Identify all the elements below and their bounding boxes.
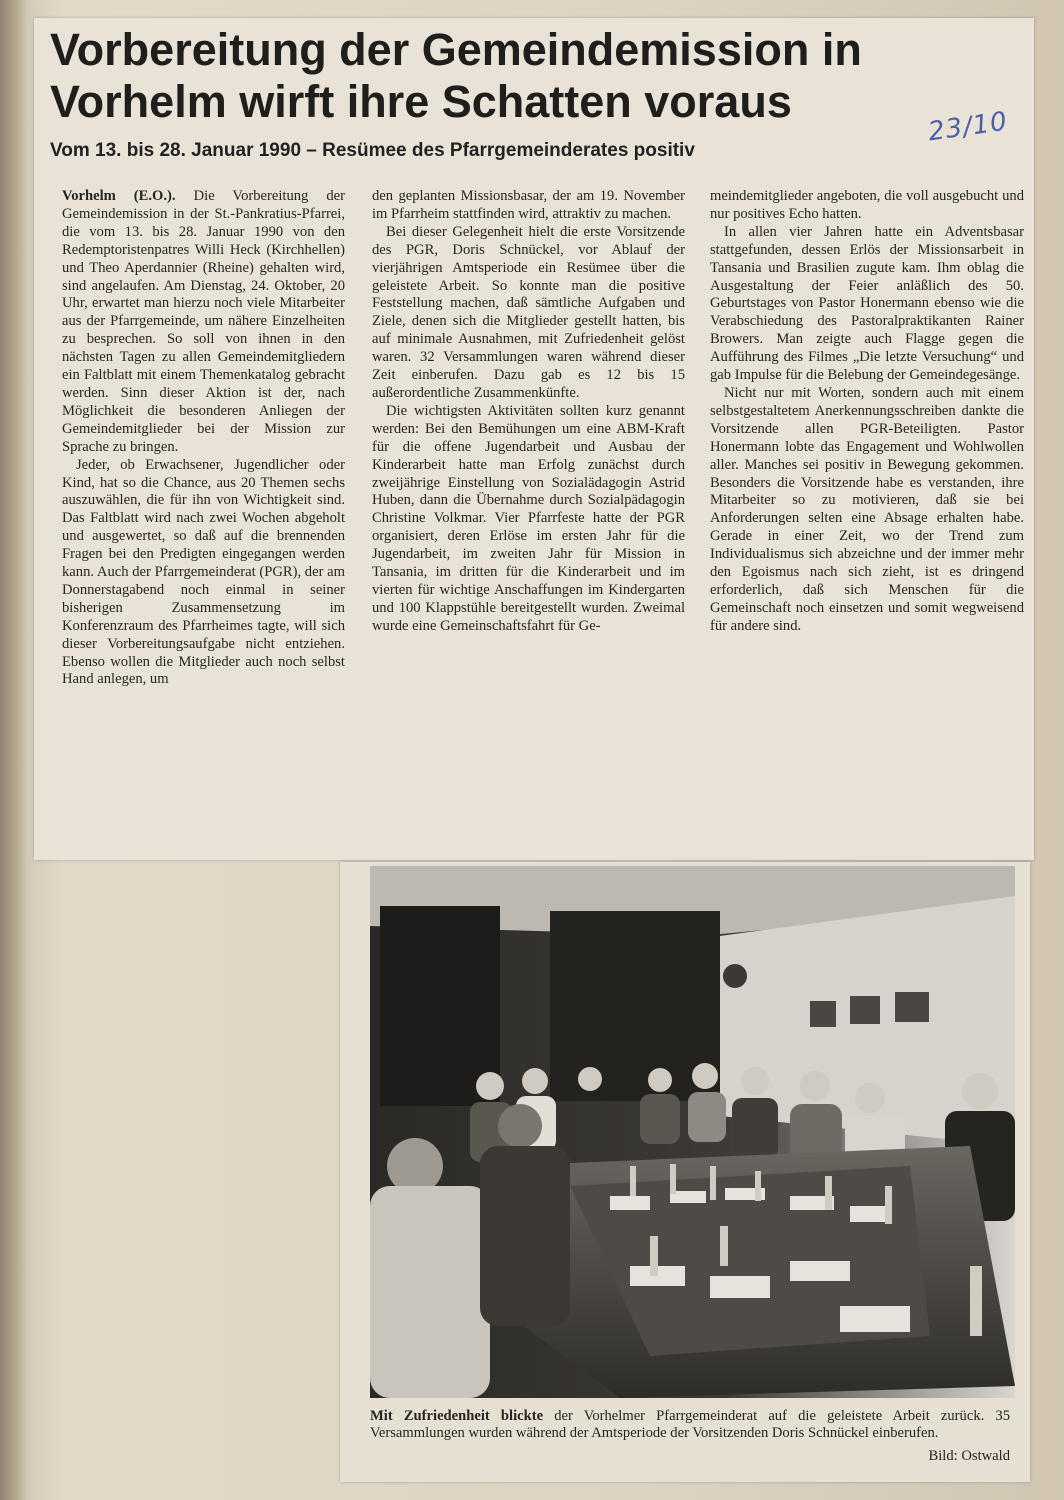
paragraph-text: Die Vorbereitung der Gemeindemission in der St.-Pankratius-Pfarrei, die vom 13. bis 28. Januar 1990 von den Redemptoristenpatres Willi Heck (Kirchhellen) und Theo Aperdannier (Rheine) gehalten wird, sind angelaufen. Am Dienstag, 24. Oktober, 20 Uhr, erwartet man hierzu noch viele Mitarbeiter aus der Pfarrgemeinde, um nähere Einzelheiten zu besprechen. So soll von ihnen in den nächsten Tagen zu allen Gemeindemitgliedern ein Faltblatt mit einem Themenkatalog gebracht werden. Sinn dieser Aktion ist der, nach Möglichkeit die besonderen Anliegen der Gemeindemitglieder bei der Mission zur Sprache zu bringen. bbox=[62, 188, 345, 455]
paragraph: Nicht nur mit Worten, sondern auch mit einem selbstgestaltetem Anerkennungsschreiben dankte die Vorsitzende allen PGR-Beteiligten. Pastor Honermann lobte das Engagement und Wohlwollen aller. Manches sei positiv in Bewegung gekommen. Besonders die Vorsitzende habe es verstanden, ihre Mitarbeiter so zu motivieren, daß sie bei Anforderungen selten eine Absage erhalten habe. Gerade in einer Zeit, wo der Trend zum Individualismus sich abzeichne und der immer mehr den Egoismus nach sich zieht, ist es dringend erforderlich, daß sich Menschen für die Gemeinschaft noch einsetzen und somit wegweisend für andere sind. bbox=[710, 384, 1024, 634]
paragraph: Die wichtigsten Aktivitäten sollten kurz genannt werden: Bei den Bemühungen um eine ABM-Kraft für die offene Jugendarbeit und Ausbau der Kinderarbeit hatte man Erfolg zunächst durch zweijährige Einstellung von Sozialädagogin Astrid Huben, dann die Übernahme durch Sozialpädagogin Christine Volkmar. Vier Pfarrfeste hatte der PGR organisiert, deren Erlöse im ersten Jahr für die Jugendarbeit, im zweiten Jahr für Mission in Tansania, im dritten für die Kinderarbeit und im vierten für wichtige Anschaffungen im Kindergarten und 100 Klappstühle bereitgestellt wurden. Zweimal wurde eine Gemeinschaftsfahrt für Ge- bbox=[372, 402, 685, 634]
paragraph: den geplanten Missionsbasar, der am 19. November im Pfarrheim stattfinden wird, attraktiv zu machen. bbox=[372, 188, 685, 222]
paragraph: meindemitglieder angeboten, die voll ausgebucht und nur positives Echo hatten. bbox=[710, 188, 1024, 222]
article-column-2 bbox=[372, 188, 685, 636]
photo-caption bbox=[370, 1408, 1010, 1442]
caption-text: der Vorhelmer Pfarrgemeinderat auf die geleistete Arbeit zurück. 35 Versammlungen wurden während der Amtsperiode der Vorsitzenden Doris Schnückel einberufen. bbox=[370, 1408, 1010, 1441]
handwritten-note: 23/10 bbox=[926, 106, 1010, 148]
article-column-1 bbox=[62, 188, 345, 689]
paragraph: Bei dieser Gelegenheit hielt die erste Vorsitzende des PGR, Doris Schnückel, vor Ablauf der vierjährigen Amtsperiode ein Resümee über die geleistete Arbeit. So konnte man die positive Feststellung machen, daß sämtliche Aufgaben und Ziele, denen sich die Mitglieder gestellt hatten, bis auf minimale Ausnahmen, mit Zufriedenheit gelöst waren. 32 Versammlungen waren während dieser Zeit einberufen. Dazu gab es 12 bis 15 außerordentliche Zusammenkünfte. bbox=[372, 223, 685, 401]
meeting-photo bbox=[370, 866, 1015, 1398]
paragraph: In allen vier Jahren hatte ein Adventsbasar stattgefunden, dessen Erlös der Missionsarbeit in Tansania und Brasilien zugute kam. Ihm oblag die Ausgestaltung der Feier anläßlich des 50. Geburtstages von Pastor Honermann ebenso wie die Verabschiedung des Pastoralpraktikanten Rainer Browers. Man zeigte auch Flagge gegen die Aufführung des Filmes „Die letzte Versuchung“ und gab Impulse für die Belebung der Gemeindegesänge. bbox=[710, 223, 1024, 384]
caption-lead: Mit Zufriedenheit blickte bbox=[370, 1408, 544, 1424]
article-column-3 bbox=[710, 188, 1024, 636]
headline: Vorbereitung der Gemeindemission in Vorhelm wirft ihre Schatten voraus bbox=[50, 24, 862, 127]
page-binding bbox=[0, 0, 26, 1500]
subheadline: Vom 13. bis 28. Januar 1990 – Resümee des Pfarrgemeinderates positiv bbox=[50, 140, 695, 161]
meeting-photo-image bbox=[370, 866, 1015, 1398]
paragraph: Jeder, ob Erwachsener, Jugendlicher oder Kind, hat so die Chance, aus 20 Themen sechs auszuwählen, die für ihn von Wichtigkeit sind. Das Faltblatt wird nach zwei Wochen abgeholt und ausgewertet, so daß auf die brennenden Fragen bei den Predigten eingegangen werden kann. Auch der Pfarrgemeinderat (PGR), der am Donnerstagabend noch einmal in seiner bisherigen Zusammensetzung im Konferenzraum des Pfarrheimes tagte, will sich dieser Vorbereitungsaufgabe nicht entziehen. Ebenso wollen die Mitglieder auch noch selbst Hand anlegen, um bbox=[62, 456, 345, 688]
paragraph bbox=[62, 188, 345, 457]
dateline: Vorhelm (E.O.). bbox=[62, 188, 176, 204]
photo-credit: Bild: Ostwald bbox=[928, 1448, 1010, 1464]
